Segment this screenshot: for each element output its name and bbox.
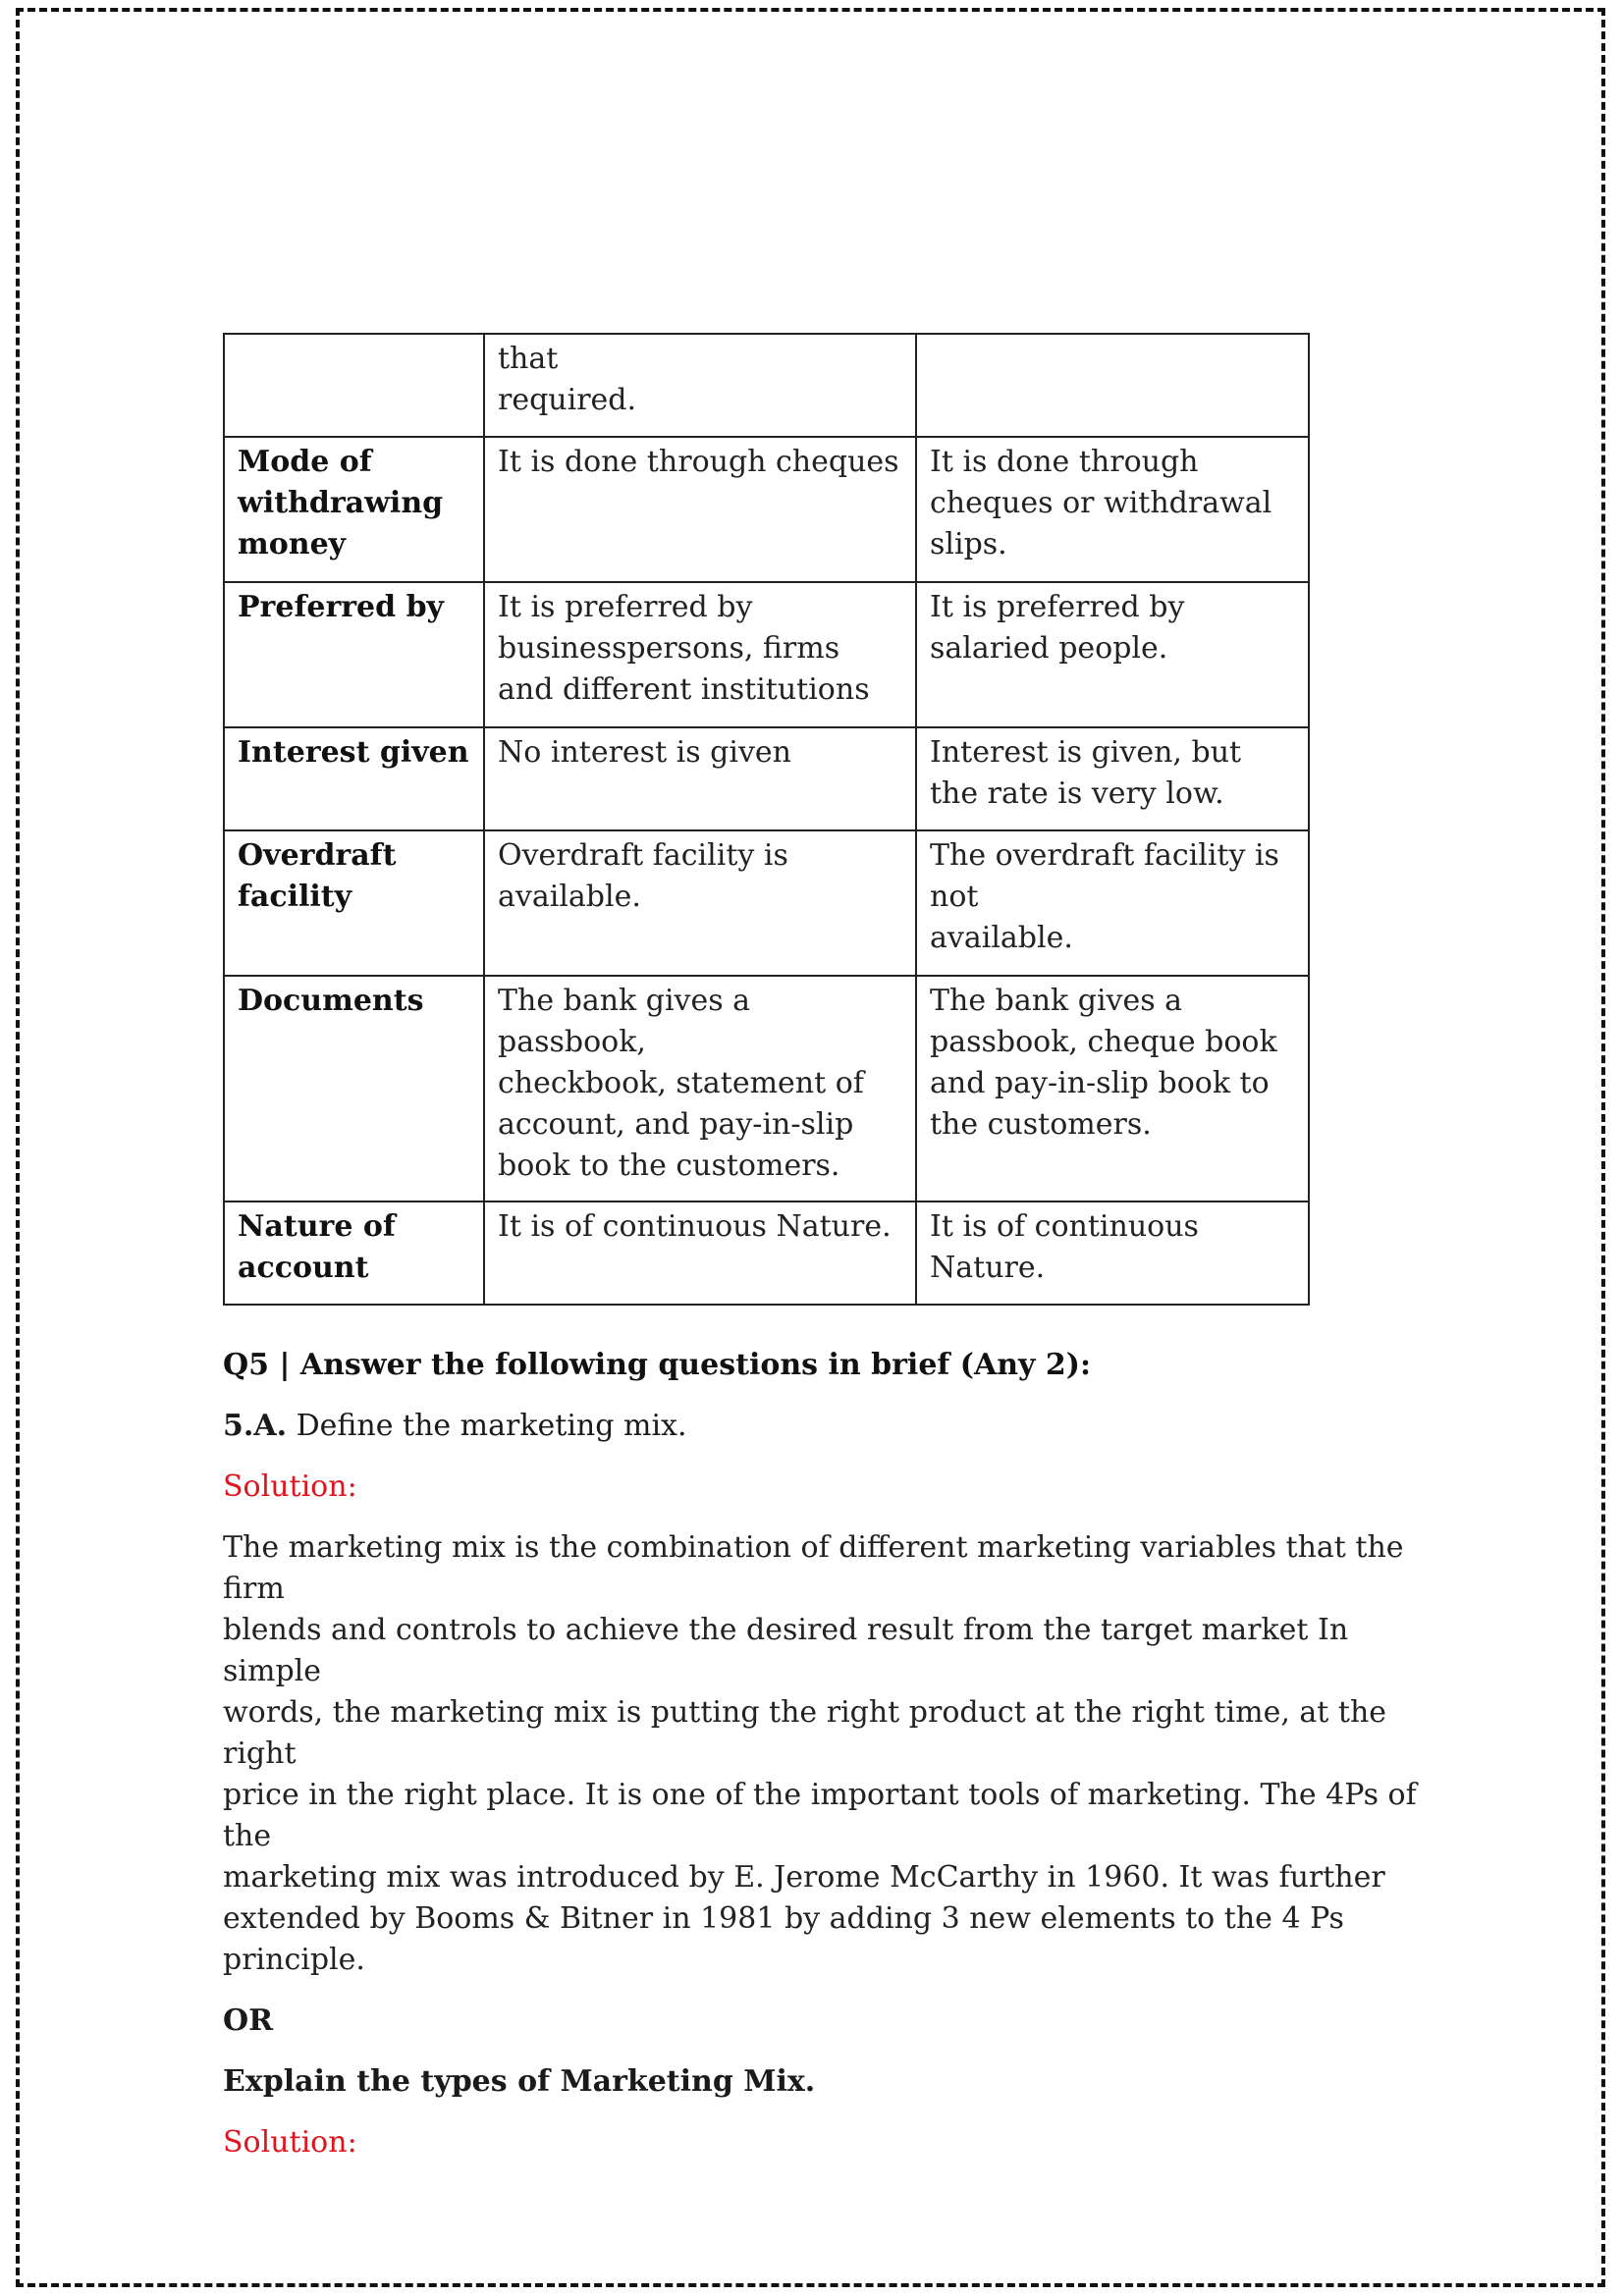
cell-line: account, and pay-in-slip <box>498 1107 854 1142</box>
cell-line: that <box>498 342 559 376</box>
question-text: Define the marketing mix. <box>287 1409 687 1443</box>
cell-line: and different institutions <box>498 672 870 707</box>
cell-line: account <box>238 1251 369 1285</box>
cell-line: checkbook, statement of <box>498 1066 864 1100</box>
question-5a-alternative: Explain the types of Marketing Mix. <box>223 2064 816 2099</box>
cell-line: Overdraft facility is <box>498 838 788 873</box>
cell-line: It is preferred by <box>498 590 753 624</box>
table-cell-col2 <box>484 582 916 727</box>
table-cell-label <box>224 830 484 976</box>
cell-line: Nature of <box>238 1209 396 1244</box>
table-cell-col2 <box>484 727 916 830</box>
table-cell-col2 <box>484 1201 916 1305</box>
cell-line: salaried people. <box>930 631 1168 666</box>
cell-line: available. <box>930 921 1073 955</box>
table-cell-col3 <box>916 976 1309 1201</box>
cell-line: Overdraft <box>238 838 397 873</box>
cell-line: withdrawing <box>238 486 444 520</box>
cell-line: Interest given <box>238 735 469 770</box>
comparison-table <box>223 333 1310 1306</box>
cell-line: cheques or withdrawal <box>930 486 1272 520</box>
table-row <box>224 727 1309 830</box>
cell-line: not <box>930 880 979 914</box>
cell-line: The bank gives a <box>930 984 1183 1018</box>
table-row <box>224 334 1309 437</box>
table-row <box>224 582 1309 727</box>
cell-line: passbook, cheque book <box>930 1025 1277 1059</box>
paragraph-line: The marketing mix is the combination of different marketing variables that the firm <box>223 1530 1404 1606</box>
paragraph-line: words, the marketing mix is putting the right product at the right time, at the right <box>223 1695 1387 1771</box>
table-cell-label <box>224 976 484 1201</box>
table-cell-col3 <box>916 1201 1309 1305</box>
or-separator: OR <box>223 2003 274 2038</box>
q5-heading: Q5 | Answer the following questions in brief (Any 2): <box>223 1348 1092 1382</box>
table-row <box>224 437 1309 582</box>
table-cell-col3 <box>916 334 1309 437</box>
cell-line: the customers. <box>930 1107 1152 1142</box>
cell-line: and pay-in-slip book to <box>930 1066 1270 1100</box>
table-cell-label <box>224 1201 484 1305</box>
cell-line: It is done through <box>930 445 1199 479</box>
table-cell-label <box>224 437 484 582</box>
cell-line: Mode of <box>238 445 372 479</box>
table-cell-col3 <box>916 582 1309 727</box>
table-cell-label <box>224 727 484 830</box>
cell-line: businesspersons, firms <box>498 631 840 666</box>
paragraph-line: marketing mix was introduced by E. Jerome McCarthy in 1960. It was further <box>223 1860 1385 1895</box>
paragraph-line: extended by Booms & Bitner in 1981 by adding 3 new elements to the 4 Ps principle. <box>223 1901 1344 1977</box>
cell-line: It is of continuous Nature. <box>498 1209 892 1244</box>
solution-label: Solution: <box>223 1469 357 1504</box>
cell-line: The bank gives a passbook, <box>498 984 751 1059</box>
comparison-table-body <box>224 334 1309 1305</box>
paragraph-line: price in the right place. It is one of the important tools of marketing. The 4Ps of the <box>223 1778 1417 1853</box>
cell-line: book to the customers. <box>498 1148 840 1183</box>
table-cell-col2 <box>484 437 916 582</box>
table-cell-col3 <box>916 830 1309 976</box>
table-cell-col2 <box>484 334 916 437</box>
page-content <box>223 333 1421 2163</box>
question-number: 5.A. <box>223 1409 288 1443</box>
cell-line: slips. <box>930 527 1007 561</box>
cell-line: The overdraft facility is <box>930 838 1279 873</box>
cell-line: It is of continuous Nature. <box>930 1209 1199 1285</box>
table-cell-label <box>224 334 484 437</box>
cell-line: It is done through cheques <box>498 445 899 479</box>
cell-line: Interest is given, but <box>930 735 1242 770</box>
solution-label-2: Solution: <box>223 2125 357 2160</box>
table-row <box>224 1201 1309 1305</box>
cell-line: Documents <box>238 984 424 1018</box>
solution-paragraph <box>223 1527 1421 1981</box>
table-cell-col2 <box>484 976 916 1201</box>
cell-line: facility <box>238 880 352 914</box>
table-row <box>224 830 1309 976</box>
cell-line: available. <box>498 880 641 914</box>
table-cell-col3 <box>916 437 1309 582</box>
cell-line: money <box>238 527 347 561</box>
cell-line: Preferred by <box>238 590 444 624</box>
cell-line: required. <box>498 383 637 417</box>
table-cell-col2 <box>484 830 916 976</box>
cell-line: It is preferred by <box>930 590 1185 624</box>
cell-line: the rate is very low. <box>930 776 1224 811</box>
table-cell-col3 <box>916 727 1309 830</box>
table-row <box>224 976 1309 1201</box>
paragraph-line: blends and controls to achieve the desired result from the target market In simple <box>223 1613 1349 1688</box>
table-cell-label <box>224 582 484 727</box>
question-5a <box>223 1406 1421 1447</box>
cell-line: No interest is given <box>498 735 792 770</box>
